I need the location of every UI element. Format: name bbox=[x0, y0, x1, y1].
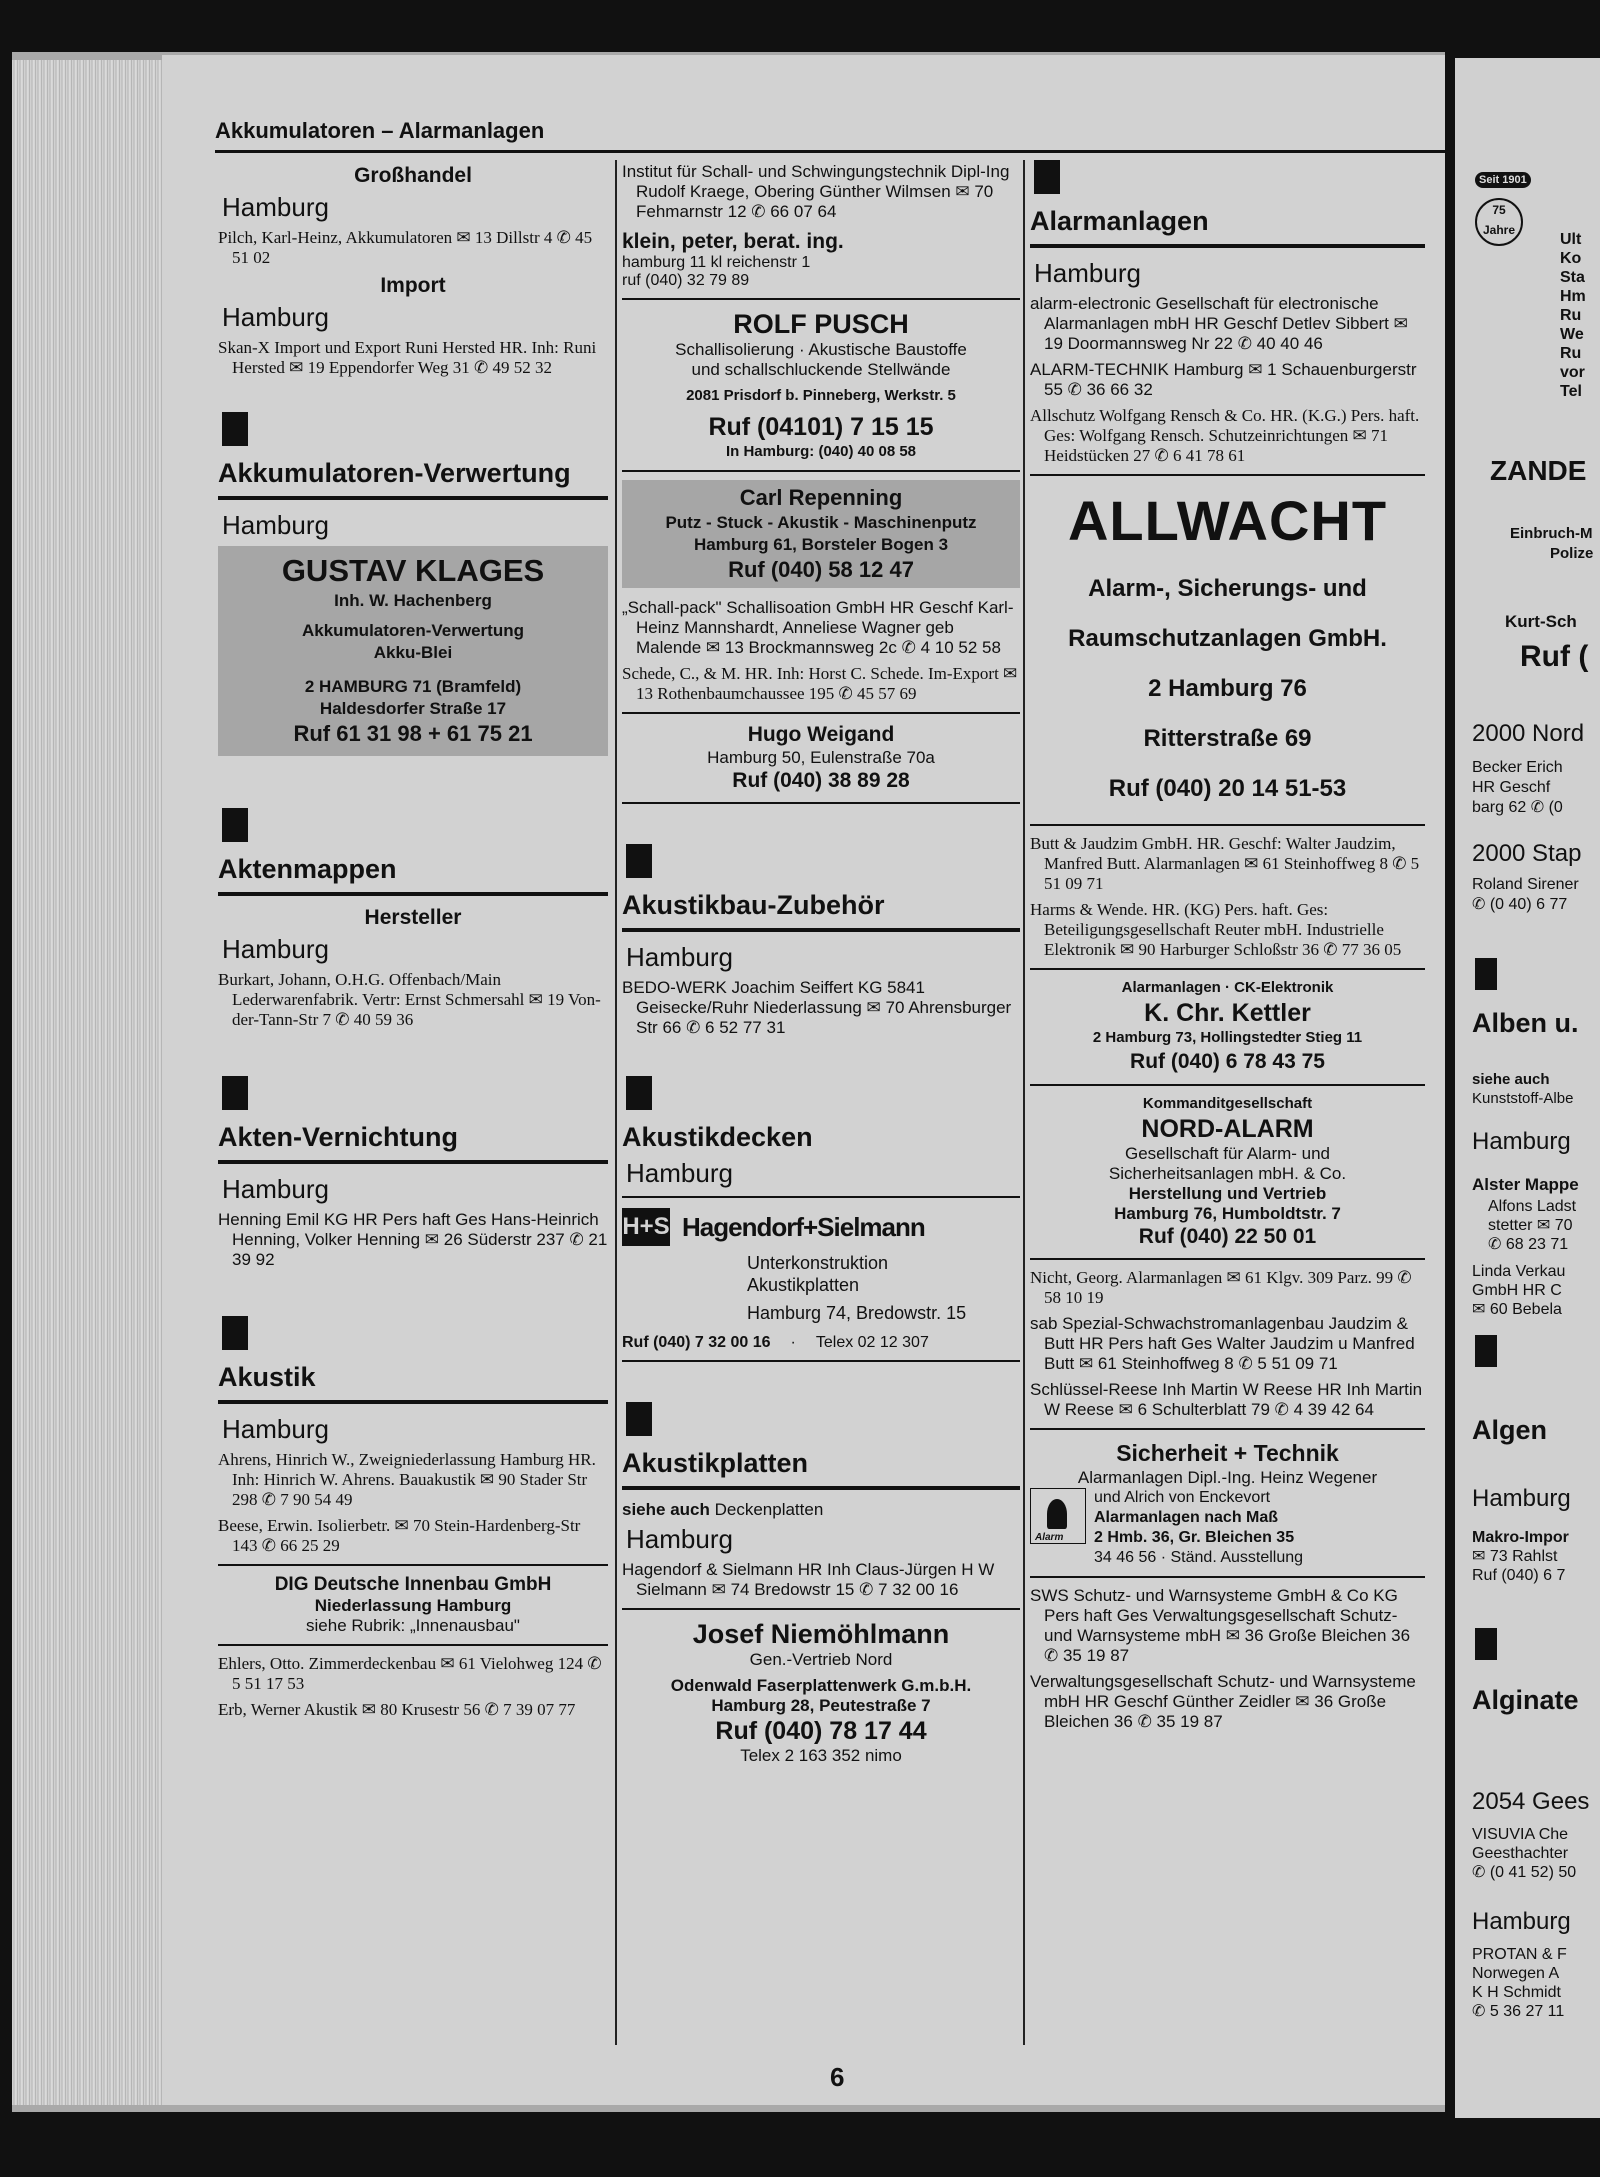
category-heading: Aktenmappen bbox=[218, 854, 397, 884]
category-heading: Akten-Vernichtung bbox=[218, 1122, 459, 1152]
entry-line: GmbH HR C bbox=[1472, 1282, 1562, 1299]
category-marker bbox=[1475, 958, 1497, 990]
entry-line: ✉ 73 Rahlst bbox=[1472, 1548, 1558, 1565]
category-marker bbox=[1475, 1335, 1497, 1367]
page-header: Akkumulatoren – Alarmanlagen bbox=[215, 118, 545, 143]
listing-entry: Ehlers, Otto. Zimmerdeckenbau ✉ 61 Vielohweg 124 ✆ 5 51 17 53 bbox=[218, 1654, 602, 1693]
subheading-hersteller: Hersteller bbox=[364, 906, 462, 929]
ad-phone: Ruf 61 31 98 + 61 75 21 bbox=[293, 721, 533, 746]
listing-entry: Harms & Wende. HR. (KG) Pers. haft. Ges: Beteiligungsgesellschaft Reuter mbH. Industrielle Elektronik ✉ 90 Harburger Schloßstr 36 ✆ 77 36 05 bbox=[1030, 900, 1402, 959]
ad-line: Akku-Blei bbox=[373, 643, 453, 662]
ad-name: GUSTAV KLAGES bbox=[281, 553, 545, 588]
ad-phone: 34 46 56 · Ständ. Ausstellung bbox=[1094, 1549, 1304, 1566]
city-heading: Hamburg bbox=[222, 1174, 329, 1204]
listing-entry: Nicht, Georg. Alarmanlagen ✉ 61 Klgv. 309 Parz. 99 ✆ 58 10 19 bbox=[1030, 1268, 1412, 1307]
ad-line: Gen.-Vertrieb Nord bbox=[749, 1650, 893, 1669]
city-heading: Hamburg bbox=[626, 1158, 733, 1188]
entry-line: Linda Verkau bbox=[1472, 1263, 1566, 1280]
divider bbox=[1030, 1576, 1425, 1578]
column-divider bbox=[615, 160, 617, 2045]
column-2 bbox=[622, 160, 1020, 1766]
city-heading: Hamburg bbox=[222, 934, 329, 964]
ad-name: K. Chr. Kettler bbox=[1144, 999, 1311, 1027]
divider bbox=[218, 1564, 608, 1566]
category-marker bbox=[626, 844, 652, 878]
category-heading: Akustikdecken bbox=[622, 1122, 813, 1152]
right-ad-line: Polize bbox=[1550, 545, 1594, 562]
right-city-heading: Hamburg bbox=[1472, 1908, 1571, 1935]
category-marker bbox=[626, 1402, 652, 1436]
ad-line: Kommanditgesellschaft bbox=[1142, 1095, 1313, 1112]
right-entry-name: Alster Mappe bbox=[1472, 1175, 1579, 1194]
bird-logo-icon bbox=[1030, 1488, 1086, 1544]
right-entry bbox=[1472, 1262, 1565, 1319]
ad-telex: Telex 2 163 352 nimo bbox=[740, 1746, 902, 1765]
heading-rule bbox=[622, 1486, 1020, 1490]
right-city-heading: 2000 Stap bbox=[1472, 840, 1582, 867]
entry-line: barg 62 ✆ (0 bbox=[1472, 799, 1563, 816]
divider bbox=[1030, 1428, 1425, 1430]
ad-line: Akkumulatoren-Verwertung bbox=[302, 621, 524, 640]
ad-contact-row bbox=[622, 1334, 1020, 1352]
divider bbox=[622, 1608, 1020, 1610]
listing-entry: alarm-electronic Gesellschaft für electronische Alarmanlagen mbH HR Geschf Detlev Sibbert ✉ 19 Doormannsweg Nr 22 ✆ 40 40 46 bbox=[1030, 294, 1408, 353]
see-also-label: siehe auch bbox=[622, 1500, 710, 1519]
anniversary-emblem: 75 Jahre bbox=[1475, 198, 1523, 246]
category-heading: Akkumulatoren-Verwertung bbox=[218, 458, 571, 488]
ad-line: Raumschutzanlagen GmbH. bbox=[1068, 625, 1387, 652]
hs-logo-name: Hagendorf+Sielmann bbox=[682, 1211, 925, 1242]
header-rule bbox=[215, 150, 1445, 153]
column-3 bbox=[1030, 160, 1425, 1738]
right-ad-line: Einbruch-M bbox=[1510, 525, 1593, 542]
listing-entry: BEDO-WERK Joachim Seiffert KG 5841 Geisecke/Ruhr Niederlassung ✉ 70 Ahrensburger Str 66 ✆ 6 52 77 31 bbox=[622, 978, 1012, 1037]
ad-telex: Telex 02 12 307 bbox=[815, 1334, 929, 1351]
ad-kettler bbox=[1030, 978, 1425, 1076]
ad-phone: Ruf (040) 22 50 01 bbox=[1138, 1225, 1317, 1248]
ad-name: Josef Niemöhlmann bbox=[692, 1619, 950, 1649]
listing-entry: sab Spezial-Schwachstromanlagenbau Jaudzim & Butt HR Pers haft Ges Walter Jaudzim u Manfred Butt ✉ 61 Steinhoffweg 8 ✆ 5 51 09 71 bbox=[1030, 1314, 1415, 1373]
divider bbox=[218, 1644, 608, 1646]
ad-line: Inh. W. Hachenberg bbox=[334, 591, 492, 610]
ad-phone: Ruf (040) 58 12 47 bbox=[728, 557, 914, 582]
entry-line: ✉ 60 Bebela bbox=[1472, 1301, 1562, 1318]
truncated-line: Sta bbox=[1560, 269, 1585, 286]
category-heading: Akustikbau-Zubehör bbox=[622, 890, 885, 920]
right-ad-line: Kurt-Sch bbox=[1505, 612, 1577, 631]
listing-entry: Beese, Erwin. Isolierbetr. ✉ 70 Stein-Hardenberg-Str 143 ✆ 66 25 29 bbox=[218, 1516, 581, 1555]
ad-address: 2 HAMBURG 71 (Bramfeld) bbox=[304, 677, 522, 696]
truncated-line: Ko bbox=[1560, 250, 1582, 267]
category-marker bbox=[222, 412, 248, 446]
divider bbox=[1030, 1084, 1425, 1086]
right-category-heading: Alben u. bbox=[1472, 1008, 1579, 1038]
ad-nord-alarm bbox=[1030, 1094, 1425, 1250]
klein-line: hamburg 11 kl reichenstr 1 bbox=[622, 254, 811, 271]
category-marker bbox=[1475, 1628, 1497, 1660]
ad-line: Gesellschaft für Alarm- und bbox=[1124, 1144, 1331, 1163]
subheading-grosshandel: Großhandel bbox=[354, 164, 472, 187]
ad-name: Carl Repenning bbox=[739, 485, 903, 510]
ad-name: Sicherheit + Technik bbox=[1116, 1440, 1339, 1466]
ad-line: Schallisolierung · Akustische Baustoffe bbox=[675, 340, 967, 359]
truncated-line: Ru bbox=[1560, 345, 1582, 362]
listing-entry: Ahrens, Hinrich W., Zweigniederlassung Hamburg HR. Inh: Hinrich W. Ahrens. Bauakustik ✉ 90 Stader Str 298 ✆ 7 90 54 49 bbox=[218, 1450, 596, 1509]
ad-address: 2081 Prisdorf b. Pinneberg, Werkstr. 5 bbox=[686, 387, 956, 404]
entry-line: stetter ✉ 70 bbox=[1488, 1217, 1573, 1234]
entry-line: Geesthachter bbox=[1472, 1845, 1569, 1862]
subheading-import: Import bbox=[380, 274, 446, 297]
heading-rule bbox=[1030, 244, 1425, 248]
entry-line: Ruf (040) 6 7 bbox=[1472, 1567, 1566, 1584]
category-marker bbox=[1034, 160, 1060, 194]
entry-line: Norwegen A bbox=[1472, 1965, 1560, 1982]
right-ad-phone: Ruf ( bbox=[1520, 640, 1589, 673]
dig-line: Niederlassung Hamburg bbox=[314, 1596, 512, 1615]
right-city-heading: 2000 Nord bbox=[1472, 720, 1585, 747]
ad-hagendorf-sielmann-logo bbox=[622, 1208, 1020, 1246]
city-heading: Hamburg bbox=[626, 1524, 733, 1554]
see-also bbox=[622, 1500, 1020, 1520]
column-1 bbox=[218, 160, 608, 1726]
entry-line: Makro-Impor bbox=[1472, 1529, 1569, 1546]
dig-line: DIG Deutsche Innenbau GmbH bbox=[274, 1574, 552, 1595]
ad-line: In Hamburg: (040) 40 08 58 bbox=[725, 443, 917, 460]
ad-address: Hamburg 50, Eulenstraße 70a bbox=[707, 748, 935, 767]
ad-line: Unterkonstruktion bbox=[747, 1253, 889, 1273]
column-divider bbox=[1023, 160, 1025, 2045]
page-stack-edge bbox=[12, 60, 162, 2105]
ad-address: Haldesdorfer Straße 17 bbox=[319, 699, 507, 718]
listing-entry: ALARM-TECHNIK Hamburg ✉ 1 Schauenburgerstr 55 ✆ 36 66 32 bbox=[1030, 360, 1417, 399]
ad-address: Hamburg 28, Peutestraße 7 bbox=[711, 1696, 931, 1715]
listing-entry: Henning Emil KG HR Pers haft Ges Hans-Heinrich Henning, Volker Henning ✉ 26 Süderstr 237 ✆ 21 39 92 bbox=[218, 1210, 608, 1269]
logo-text: Alarm bbox=[1035, 1532, 1064, 1543]
right-page-truncated-lines bbox=[1560, 230, 1586, 401]
city-heading: Hamburg bbox=[222, 510, 329, 540]
truncated-line: Ru bbox=[1560, 307, 1582, 324]
category-heading: Akustik bbox=[218, 1362, 316, 1392]
klein-line: ruf (040) 32 79 89 bbox=[622, 272, 750, 289]
see-also-link[interactable]: Kunststoff-Albe bbox=[1472, 1090, 1574, 1107]
listing-entry: Allschutz Wolfgang Rensch & Co. HR. (K.G.) Pers. haft. Ges: Wolfgang Rensch. Schutzeinrichtungen ✉ 71 Heidstücken 27 ✆ 6 41 78 61 bbox=[1030, 406, 1420, 465]
listing-entry: Butt & Jaudzim GmbH. HR. Geschf: Walter Jaudzim, Manfred Butt. Alarmanlagen ✉ 61 Steinhoffweg 8 ✆ 5 51 09 71 bbox=[1030, 834, 1420, 893]
city-heading: Hamburg bbox=[222, 192, 329, 222]
ad-logo: ALLWACHT bbox=[1067, 489, 1388, 552]
ad-line: Odenwald Faserplattenwerk G.m.b.H. bbox=[670, 1676, 972, 1695]
ad-line: Alarm-, Sicherungs- und bbox=[1088, 575, 1367, 602]
listing-entry: Institut für Schall- und Schwingungstechnik Dipl-Ing Rudolf Kraege, Obering Günther Wilmsen ✉ 70 Fehmarnstr 12 ✆ 66 07 64 bbox=[622, 162, 1010, 221]
divider bbox=[622, 802, 1020, 804]
category-marker bbox=[222, 1316, 248, 1350]
ad-rolf-pusch bbox=[622, 308, 1020, 462]
ad-phone: Ruf (040) 20 14 51-53 bbox=[1108, 775, 1347, 802]
listing-entry: Erb, Werner Akustik ✉ 80 Krusestr 56 ✆ 7 39 07 77 bbox=[218, 1700, 576, 1719]
right-entry bbox=[1472, 875, 1579, 915]
ad-phone: Ruf (040) 78 17 44 bbox=[715, 1717, 927, 1745]
truncated-line: We bbox=[1560, 326, 1584, 343]
ad-address: 2 Hamburg 73, Hollingstedter Stieg 11 bbox=[1092, 1029, 1363, 1046]
separator: · bbox=[790, 1334, 796, 1351]
right-city-heading: Hamburg bbox=[1472, 1128, 1571, 1155]
divider bbox=[1030, 968, 1425, 970]
entry-line: ✆ 5 36 27 11 bbox=[1472, 2003, 1565, 2020]
listing-entry: SWS Schutz- und Warnsysteme GmbH & Co KG Pers haft Ges Verwaltungsgesellschaft Schutz- und Warnsysteme mbH ✉ 36 Große Bleichen 36 ✆ 35 19 87 bbox=[1030, 1586, 1411, 1665]
listing-entry: Burkart, Johann, O.H.G. Offenbach/Main Lederwarenfabrik. Vertr: Ernst Schmersahl ✉ 19 Von-der-Tann-Str 7 ✆ 40 59 36 bbox=[218, 970, 601, 1029]
right-entry bbox=[1472, 1945, 1567, 2021]
heading-rule bbox=[218, 1160, 608, 1164]
klein-name: klein, peter, berat. ing. bbox=[622, 230, 844, 253]
ad-allwacht bbox=[1030, 488, 1425, 804]
ad-address: Ritterstraße 69 bbox=[1143, 725, 1312, 752]
right-entry bbox=[1488, 1197, 1576, 1254]
ad-line: Alarmanlagen Dipl.-Ing. Heinz Wegener bbox=[1077, 1468, 1378, 1487]
ad-line: Herstellung und Vertrieb bbox=[1128, 1184, 1327, 1203]
city-heading: Hamburg bbox=[222, 302, 329, 332]
heading-rule bbox=[218, 1400, 608, 1404]
ad-name: NORD-ALARM bbox=[1141, 1115, 1314, 1143]
ad-phone: Ruf (04101) 7 15 15 bbox=[708, 413, 934, 441]
ad-name: Hugo Weigand bbox=[747, 723, 895, 746]
right-entry bbox=[1472, 758, 1563, 818]
dig-line: siehe Rubrik: „Innenausbau" bbox=[306, 1616, 520, 1635]
page-number: 6 bbox=[830, 2062, 845, 2092]
ad-line: und schallschluckende Stellwände bbox=[691, 360, 951, 379]
ad-phone: Ruf (040) 38 89 28 bbox=[732, 769, 910, 792]
ad-address: Hamburg 76, Humboldtstr. 7 bbox=[1114, 1204, 1341, 1223]
divider bbox=[622, 1196, 1020, 1198]
truncated-line: Ult bbox=[1560, 231, 1582, 248]
entry-line: K H Schmidt bbox=[1472, 1984, 1561, 2001]
seit-badge: Seit 1901 bbox=[1475, 172, 1531, 188]
listing-entry: Hagendorf & Sielmann HR Inh Claus-Jürgen H W Sielmann ✉ 74 Bredowstr 15 ✆ 7 32 00 16 bbox=[622, 1560, 995, 1599]
ad-josef-niemoehlmann bbox=[622, 1618, 1020, 1766]
see-also-link[interactable]: Deckenplatten bbox=[709, 1500, 824, 1519]
listing-entry: Pilch, Karl-Heinz, Akkumulatoren ✉ 13 Dillstr 4 ✆ 45 51 02 bbox=[218, 228, 593, 267]
ad-sicherheit-technik bbox=[1030, 1438, 1425, 1568]
entry-line: VISUVIA Che bbox=[1472, 1826, 1569, 1843]
see-also-label: siehe auch bbox=[1472, 1071, 1550, 1088]
ad-carl-repenning bbox=[622, 480, 1020, 588]
entry-line: ✆ 68 23 71 bbox=[1488, 1236, 1569, 1253]
ad-line: Alarmanlagen · CK-Elektronik bbox=[1121, 979, 1334, 996]
city-heading: Hamburg bbox=[222, 1414, 329, 1444]
ad-line: Putz - Stuck - Akustik - Maschinenputz bbox=[665, 513, 977, 532]
ad-phone: Ruf (040) 6 78 43 75 bbox=[1130, 1050, 1325, 1073]
divider bbox=[1030, 1258, 1425, 1260]
ad-gustav-klages bbox=[218, 546, 608, 756]
category-heading: Akustikplatten bbox=[622, 1448, 809, 1478]
listing-entry: Schede, C., & M. HR. Inh: Horst C. Schede. Im-Export ✉ 13 Rothenbaumchaussee 195 ✆ 45 57 69 bbox=[622, 664, 1018, 703]
right-category-heading: Algen bbox=[1472, 1415, 1548, 1445]
right-category-heading: Alginate bbox=[1472, 1685, 1579, 1715]
ad-address: Hamburg 74, Bredowstr. 15 bbox=[747, 1303, 967, 1323]
category-marker bbox=[222, 1076, 248, 1110]
divider bbox=[622, 298, 1020, 300]
divider bbox=[622, 712, 1020, 714]
ad-address: 2 Hmb. 36, Gr. Bleichen 35 bbox=[1094, 1529, 1295, 1546]
entry-line: HR Geschf bbox=[1472, 779, 1551, 796]
ad-address: Hamburg 61, Borsteler Bogen 3 bbox=[693, 535, 949, 554]
city-heading: Hamburg bbox=[1034, 258, 1141, 288]
ad-body-row bbox=[1030, 1488, 1425, 1568]
category-marker bbox=[626, 1076, 652, 1110]
listing-entry: Skan-X Import und Export Runi Hersted HR. Inh: Runi Hersted ✉ 19 Eppendorfer Weg 31 ✆ 49 52 32 bbox=[218, 338, 597, 377]
city-heading: Hamburg bbox=[626, 942, 733, 972]
right-entry bbox=[1472, 1528, 1569, 1585]
ad-phone: Ruf (040) 7 32 00 16 bbox=[622, 1334, 771, 1351]
entry-line: PROTAN & F bbox=[1472, 1946, 1567, 1963]
divider bbox=[622, 1360, 1020, 1362]
listing-entry: Schlüssel-Reese Inh Martin W Reese HR Inh Martin W Reese ✉ 6 Schulterblatt 79 ✆ 4 39 42 64 bbox=[1030, 1380, 1423, 1419]
right-see-also bbox=[1472, 1070, 1573, 1108]
ad-line: Akustikplatten bbox=[747, 1275, 860, 1295]
ad-line: Sicherheitsanlagen mbH. & Co. bbox=[1108, 1164, 1347, 1183]
entry-line: ✆ (0 40) 6 77 bbox=[1472, 896, 1568, 913]
divider bbox=[1030, 474, 1425, 476]
heading-rule bbox=[218, 496, 608, 500]
truncated-line: Hm bbox=[1560, 288, 1586, 305]
divider bbox=[622, 470, 1020, 472]
category-heading: Alarmanlagen bbox=[1030, 206, 1209, 236]
ad-hagendorf-sielmann bbox=[622, 1252, 1020, 1324]
truncated-line: vor bbox=[1560, 364, 1585, 381]
right-city-heading: 2054 Gees bbox=[1472, 1788, 1590, 1815]
ad-line: und Alrich von Enckevort bbox=[1094, 1489, 1271, 1506]
listing-entry: Verwaltungsgesellschaft Schutz- und Warnsysteme mbH HR Geschf Günther Zeidler ✉ 36 Große Bleichen 36 ✆ 35 19 87 bbox=[1030, 1672, 1416, 1731]
right-entry bbox=[1472, 1825, 1576, 1882]
truncated-line: Tel bbox=[1560, 383, 1582, 400]
entry-line: ✆ (0 41 52) 50 bbox=[1472, 1864, 1577, 1881]
right-city-heading: Hamburg bbox=[1472, 1485, 1571, 1512]
divider bbox=[1030, 824, 1425, 826]
listing-entry: „Schall-pack" Schallisoation GmbH HR Geschf Karl-Heinz Mannshardt, Anneliese Wagner geb Malende ✉ 13 Brockmannsweg 2c ✆ 4 10 52 58 bbox=[622, 598, 1014, 657]
heading-rule bbox=[622, 928, 1020, 932]
entry-line: Alfons Ladst bbox=[1488, 1198, 1577, 1215]
ad-address: 2 Hamburg 76 bbox=[1148, 675, 1307, 702]
ad-name: ROLF PUSCH bbox=[733, 309, 909, 339]
ad-line: Alarmanlagen nach Maß bbox=[1094, 1509, 1279, 1526]
right-ad-name: ZANDE bbox=[1490, 455, 1587, 486]
entry-line: Roland Sirener bbox=[1472, 876, 1579, 893]
hs-logo-mark: H+S bbox=[622, 1208, 670, 1246]
category-marker bbox=[222, 808, 248, 842]
heading-rule bbox=[218, 892, 608, 896]
ad-hugo-weigand bbox=[622, 722, 1020, 794]
entry-line: Becker Erich bbox=[1472, 759, 1563, 776]
